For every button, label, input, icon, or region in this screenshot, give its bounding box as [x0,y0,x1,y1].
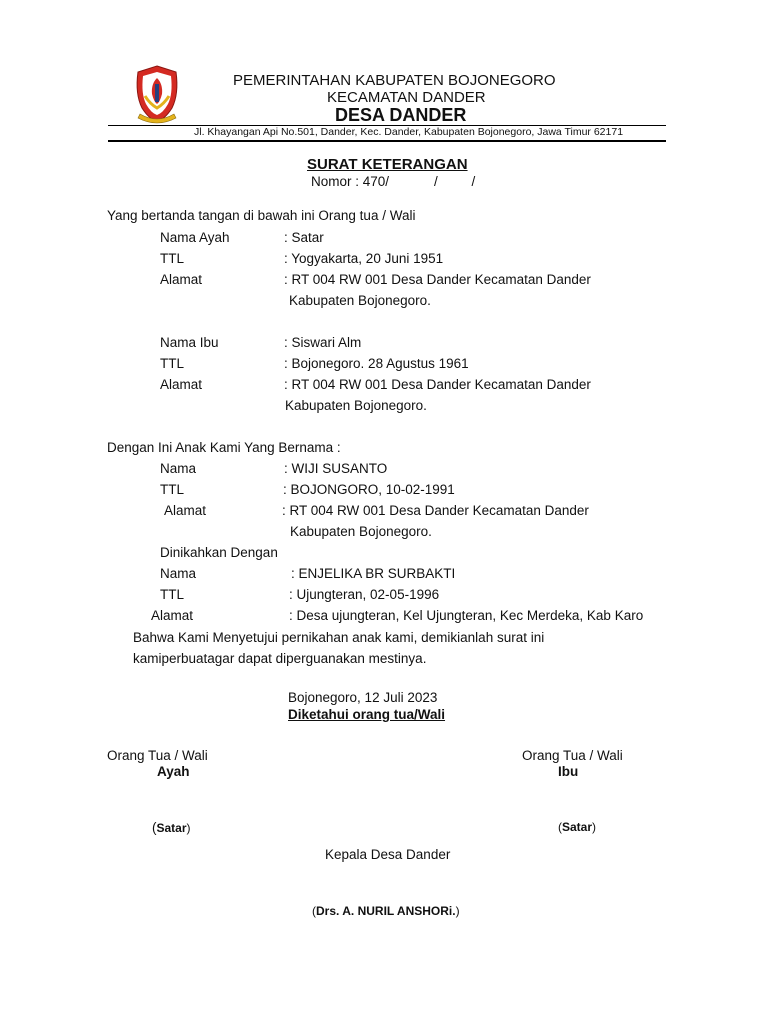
intro-text: Yang bertanda tangan di bawah ini Orang tua / Wali [107,208,416,223]
pasangan-alamat-label: Alamat [151,608,194,623]
sign-left-sub: Ayah [157,764,190,779]
kepala-desa-role: Kepala Desa Dander [325,847,451,862]
header-divider-thick [108,140,666,142]
ibu-alamat-value: : RT 004 RW 001 Desa Dander Kecamatan Dander [284,377,591,392]
place-date: Bojonegoro, 12 Juli 2023 [288,690,438,705]
ibu-alamat-label: Alamat [160,377,203,392]
document-title: SURAT KETERANGAN [307,156,468,173]
ibu-ttl-value: : Bojonegoro. 28 Agustus 1961 [284,356,469,371]
kepala-desa-name: (Drs. A. NURIL ANSHORi.) [312,904,460,918]
anak-ttl-label: TTL [160,482,185,497]
ibu-alamat-value-2: Kabupaten Bojonegoro. [285,398,427,413]
closing-line-1: Bahwa Kami Menyetujui pernikahan anak kami, demikianlah surat ini [133,630,545,645]
document-number: Nomor : 470/ / / [311,174,476,189]
ayah-alamat-value: : RT 004 RW 001 Desa Dander Kecamatan Dander [284,272,591,287]
pasangan-ttl-label: TTL [160,587,185,602]
bojonegoro-regency-emblem-icon [132,64,182,126]
ayah-alamat-label: Alamat [160,272,203,287]
ayah-name-value: : Satar [284,230,324,245]
header-address: Jl. Khayangan Api No.501, Dander, Kec. Dander, Kabupaten Bojonegoro, Jawa Timur 62171 [194,126,624,138]
dinikahkan-label: Dinikahkan Dengan [160,545,278,560]
pasangan-name-label: Nama [160,566,197,581]
ibu-name-value: : Siswari Alm [284,335,362,350]
closing-line-2: kamiperbuatagar dapat diperguanakan mestinya. [133,651,427,666]
sign-right-sub: Ibu [558,764,579,779]
anak-alamat-label: Alamat [164,503,207,518]
pasangan-name-value: : ENJELIKA BR SURBAKTI [291,566,456,581]
diketahui-heading: Diketahui orang tua/Wali [288,707,446,722]
ibu-ttl-label: TTL [160,356,185,371]
sign-left-role: Orang Tua / Wali [107,748,208,763]
sign-right-name: (Satar) [558,820,597,834]
ayah-name-label: Nama Ayah [160,230,230,245]
sign-left-name: (Satar) [152,820,191,835]
pasangan-alamat-value: : Desa ujungteran, Kel Ujungteran, Kec Merdeka, Kab Karo [289,608,644,623]
ibu-name-label: Nama Ibu [160,335,219,350]
sign-right-role: Orang Tua / Wali [522,748,623,763]
anak-alamat-value-2: Kabupaten Bojonegoro. [290,524,432,539]
anak-name-label: Nama [160,461,197,476]
ayah-ttl-value: : Yogyakarta, 20 Juni 1951 [284,251,444,266]
pasangan-ttl-value: : Ujungteran, 02-05-1996 [289,587,440,602]
header-line-3: DESA DANDER [335,105,467,125]
header-line-1: PEMERINTAHAN KABUPATEN BOJONEGORO [233,72,556,89]
anak-ttl-value: : BOJONGORO, 10-02-1991 [283,482,455,497]
anak-name-value: : WIJI SUSANTO [284,461,388,476]
ayah-ttl-label: TTL [160,251,185,266]
ayah-alamat-value-2: Kabupaten Bojonegoro. [289,293,431,308]
anak-intro: Dengan Ini Anak Kami Yang Bernama : [107,440,341,455]
anak-alamat-value: : RT 004 RW 001 Desa Dander Kecamatan Dander [282,503,589,518]
header-line-2: KECAMATAN DANDER [327,89,486,106]
